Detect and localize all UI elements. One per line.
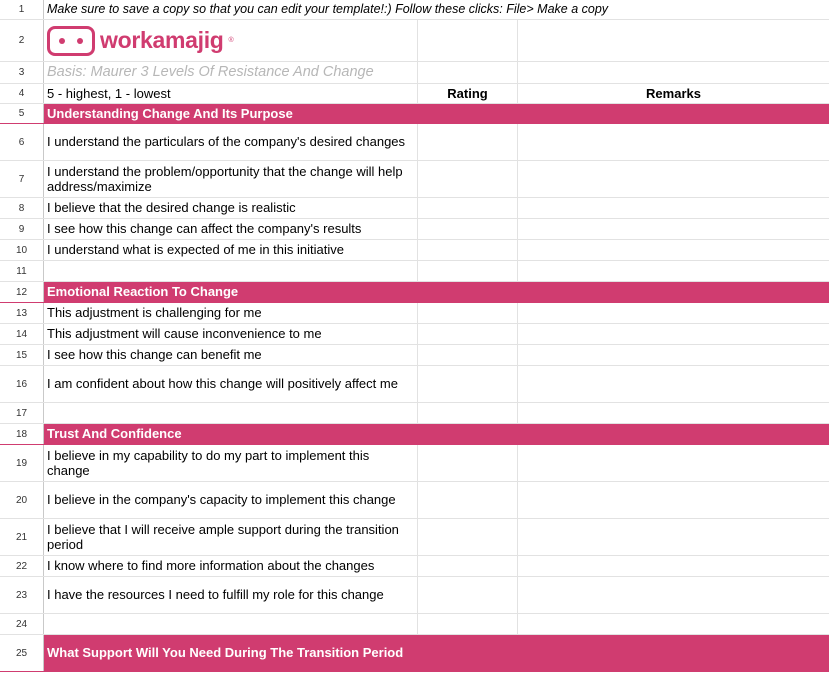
- section-header-support[interactable]: What Support Will You Need During The Transition Period: [44, 635, 418, 671]
- logo-cell[interactable]: [44, 20, 418, 61]
- remarks-cell[interactable]: [518, 104, 829, 123]
- row-number[interactable]: 9: [0, 219, 44, 239]
- rating-cell[interactable]: [418, 614, 518, 634]
- row-21: [0, 519, 829, 556]
- logo-text: workamajig: [100, 26, 224, 53]
- rating-cell[interactable]: [418, 303, 518, 323]
- row-16: [0, 366, 829, 403]
- row-23: [0, 577, 829, 614]
- remarks-cell[interactable]: [518, 324, 829, 344]
- row-2: [0, 20, 829, 62]
- rating-cell[interactable]: [418, 219, 518, 239]
- statement-cell[interactable]: I understand the particulars of the company's desired changes: [44, 124, 418, 160]
- logo-registered-mark: ®: [228, 36, 234, 44]
- statement-cell[interactable]: I believe in my capability to do my part to implement this change: [44, 445, 418, 481]
- row-11: [0, 261, 829, 282]
- remarks-header[interactable]: Remarks: [646, 86, 701, 101]
- instruction-note-cell[interactable]: Make sure to save a copy so that you can edit your template!:) Follow these clicks: File> Make a copy: [47, 1, 609, 16]
- rating-cell[interactable]: [418, 635, 518, 671]
- row-9: [0, 219, 829, 240]
- remarks-cell[interactable]: [518, 20, 829, 61]
- rating-cell[interactable]: [418, 161, 518, 197]
- remarks-cell[interactable]: [518, 424, 829, 444]
- row-number[interactable]: 2: [0, 20, 44, 61]
- row-number[interactable]: 11: [0, 261, 44, 281]
- row-13: [0, 303, 829, 324]
- row-number[interactable]: 4: [0, 84, 44, 103]
- remarks-cell[interactable]: [518, 261, 829, 281]
- workamajig-logo: [47, 26, 234, 56]
- empty-cell[interactable]: [44, 403, 418, 423]
- remarks-cell[interactable]: [518, 445, 829, 481]
- rating-cell[interactable]: [418, 482, 518, 518]
- remarks-cell[interactable]: [518, 577, 829, 613]
- row-number[interactable]: 15: [0, 345, 44, 365]
- empty-cell[interactable]: [44, 614, 418, 634]
- remarks-cell[interactable]: [518, 366, 829, 402]
- row-number[interactable]: 14: [0, 324, 44, 344]
- row-number[interactable]: 10: [0, 240, 44, 260]
- statement-cell[interactable]: I am confident about how this change will positively affect me: [44, 366, 418, 402]
- row-number[interactable]: 25: [0, 635, 44, 671]
- rating-cell[interactable]: [418, 324, 518, 344]
- row-6: [0, 124, 829, 161]
- row-17: [0, 403, 829, 424]
- row-5: [0, 104, 829, 124]
- statement-cell[interactable]: I know where to find more information about the changes: [44, 556, 418, 576]
- remarks-cell[interactable]: [518, 403, 829, 423]
- rating-cell[interactable]: [418, 20, 518, 61]
- row-number[interactable]: 13: [0, 303, 44, 323]
- row-22: [0, 556, 829, 577]
- remarks-cell[interactable]: [518, 240, 829, 260]
- statement-cell[interactable]: I believe in the company's capacity to implement this change: [44, 482, 418, 518]
- row-number[interactable]: 16: [0, 366, 44, 402]
- row-number[interactable]: 20: [0, 482, 44, 518]
- row-number[interactable]: 6: [0, 124, 44, 160]
- row-number[interactable]: 5: [0, 104, 44, 123]
- row-number[interactable]: 7: [0, 161, 44, 197]
- row-24: [0, 614, 829, 635]
- workamajig-robot-logo-icon: [47, 26, 95, 56]
- row-14: [0, 324, 829, 345]
- rating-cell[interactable]: [418, 198, 518, 218]
- rating-cell[interactable]: [418, 556, 518, 576]
- remarks-cell[interactable]: [518, 62, 829, 83]
- row-20: [0, 482, 829, 519]
- row-number[interactable]: 18: [0, 424, 44, 444]
- statement-cell[interactable]: I understand what is expected of me in this initiative: [44, 240, 418, 260]
- row-number[interactable]: 17: [0, 403, 44, 423]
- rating-cell[interactable]: [418, 62, 518, 83]
- row-number[interactable]: 1: [0, 0, 44, 19]
- row-number[interactable]: 12: [0, 282, 44, 302]
- rating-cell[interactable]: [418, 282, 518, 302]
- section-header-trust[interactable]: Trust And Confidence: [44, 424, 418, 444]
- rating-cell[interactable]: [418, 519, 518, 555]
- row-number[interactable]: 19: [0, 445, 44, 481]
- statement-cell[interactable]: I see how this change can affect the company's results: [44, 219, 418, 239]
- statement-cell[interactable]: This adjustment will cause inconvenience to me: [44, 324, 418, 344]
- rating-cell[interactable]: [418, 424, 518, 444]
- row-1: [0, 0, 829, 20]
- remarks-cell[interactable]: [518, 345, 829, 365]
- rating-cell[interactable]: [418, 124, 518, 160]
- row-18: [0, 424, 829, 445]
- rating-cell[interactable]: [418, 577, 518, 613]
- statement-cell[interactable]: I have the resources I need to fulfill my role for this change: [44, 577, 418, 613]
- remarks-cell[interactable]: [518, 198, 829, 218]
- rating-cell[interactable]: [418, 366, 518, 402]
- rating-header[interactable]: Rating: [418, 84, 518, 103]
- row-25: [0, 635, 829, 672]
- row-7: [0, 161, 829, 198]
- row-number[interactable]: 24: [0, 614, 44, 634]
- remarks-cell[interactable]: [518, 282, 829, 302]
- statement-cell[interactable]: I believe that the desired change is realistic: [44, 198, 418, 218]
- row-number[interactable]: 8: [0, 198, 44, 218]
- section-header-emotional[interactable]: Emotional Reaction To Change: [44, 282, 418, 302]
- rating-cell[interactable]: [418, 403, 518, 423]
- remarks-cell[interactable]: [518, 303, 829, 323]
- statement-cell[interactable]: I see how this change can benefit me: [44, 345, 418, 365]
- logo-eye-right: [77, 38, 83, 44]
- scale-legend-cell[interactable]: 5 - highest, 1 - lowest: [44, 84, 418, 103]
- row-number[interactable]: 22: [0, 556, 44, 576]
- logo-eye-left: [59, 38, 65, 44]
- rating-cell[interactable]: [418, 345, 518, 365]
- remarks-cell[interactable]: [518, 614, 829, 634]
- row-4: [0, 84, 829, 104]
- remarks-cell[interactable]: [518, 124, 829, 160]
- row-12: [0, 282, 829, 303]
- rating-cell[interactable]: [418, 261, 518, 281]
- row-number[interactable]: 3: [0, 62, 44, 83]
- remarks-cell[interactable]: [518, 161, 829, 197]
- remarks-cell[interactable]: [518, 519, 829, 555]
- row-number[interactable]: 23: [0, 577, 44, 613]
- rating-cell[interactable]: [418, 445, 518, 481]
- row-19: [0, 445, 829, 482]
- rating-cell[interactable]: [418, 104, 518, 123]
- remarks-cell[interactable]: [518, 482, 829, 518]
- statement-cell[interactable]: I believe that I will receive ample support during the transition period: [44, 519, 418, 555]
- empty-cell[interactable]: [44, 261, 418, 281]
- statement-cell[interactable]: This adjustment is challenging for me: [44, 303, 418, 323]
- row-8: [0, 198, 829, 219]
- row-3: [0, 62, 829, 84]
- statement-cell[interactable]: I understand the problem/opportunity that the change will help address/maximize: [44, 161, 418, 197]
- basis-cell[interactable]: Basis: Maurer 3 Levels Of Resistance And Change: [44, 62, 418, 83]
- remarks-cell[interactable]: [518, 556, 829, 576]
- row-10: [0, 240, 829, 261]
- rating-cell[interactable]: [418, 240, 518, 260]
- row-15: [0, 345, 829, 366]
- remarks-cell[interactable]: [518, 219, 829, 239]
- row-number[interactable]: 21: [0, 519, 44, 555]
- remarks-cell[interactable]: [518, 635, 829, 671]
- section-header-understanding[interactable]: Understanding Change And Its Purpose: [44, 104, 418, 123]
